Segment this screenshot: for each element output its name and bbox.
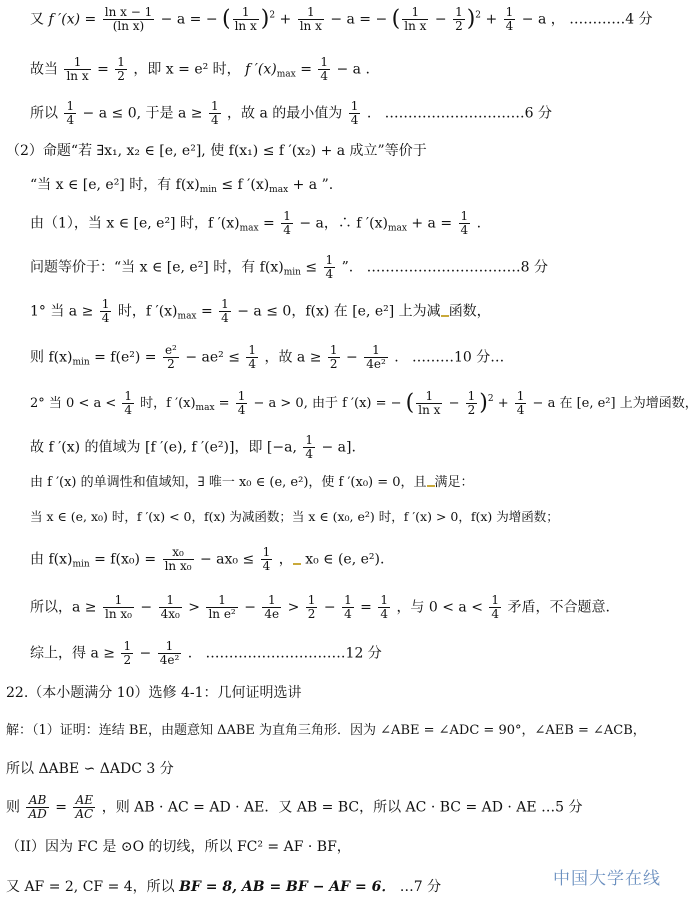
fraction: $\frac{1}{4}$ bbox=[66, 99, 75, 127]
fraction: $\frac{1}{4}$ bbox=[305, 433, 313, 461]
line-13: 当 x ∈ (e, x₀) 时，f ′(x) < 0，f(x) 为减函数；当 x ∈ (x₀, e²) 时，f ′(x) > 0，f(x) 为增函数； bbox=[30, 509, 559, 524]
fraction: $\frac{1}{2}$ bbox=[123, 639, 132, 667]
fraction: $\frac{1}{\text{4x₀}}$ bbox=[160, 593, 180, 621]
line-3: 所以 $\frac{1}{4}$ − a ≤ 0, 于是 a ≥ $\frac{1}{4}$ ，故 a 的最小值为 $\frac{1}{4}$ . …………………………6 分 bbox=[30, 99, 553, 127]
math: = bbox=[84, 11, 97, 28]
line-15: 所以，a ≥ $\frac{1}{\text{ln x₀}}$ − $\frac{1}{\text{4x₀}}$ > $\frac{1}{\text{ln e²}}$ − $\frac{1}{4e}$ > $\frac{1}{2}$ − $\frac{1}{4}$ = $\frac{1}{4}$ ，与 0 < a < $\frac{1}{4}$ 矛盾，不合题意. bbox=[30, 593, 610, 621]
fraction: $\frac{1}{\text{ln x}}$ bbox=[299, 5, 322, 33]
fraction: $\frac{1}{4}$ bbox=[505, 5, 514, 33]
score-marker: ………10 分… bbox=[412, 349, 505, 366]
highlight-mark bbox=[441, 307, 449, 317]
line-7: 问题等价于：“当 x ∈ [e, e²] 时，有 $f(x)_{min}$ ≤ $\frac{1}{4}$ ”. ……………………………8 分 bbox=[30, 253, 548, 281]
fraction: $\frac{1}{\text{4e²}}$ bbox=[159, 639, 180, 667]
fraction: $\frac{1}{4e}$ bbox=[264, 593, 280, 621]
highlight-mark bbox=[427, 477, 435, 487]
line-4: （2）命题“若 ∃x₁, x₂ ∈ [e, e²], 使 f(x₁) ≤ f ′(x₂) + a 成立”等价于 bbox=[6, 143, 427, 159]
fraction: $\frac{AE}{AC}$ bbox=[75, 793, 94, 821]
score-marker: …………………………12 分 bbox=[205, 645, 382, 662]
fraction: $\frac{1}{4}$ bbox=[325, 253, 334, 281]
fraction: $\frac{1}{4}$ bbox=[237, 389, 246, 417]
fraction: $\frac{1}{4}$ bbox=[344, 593, 352, 621]
fraction: $\frac{1}{\text{ln x}}$ bbox=[404, 5, 427, 33]
highlight-mark bbox=[293, 555, 301, 565]
line-6: 由（1），当 x ∈ [e, e²] 时，f $'(x)_{max}$ = $\frac{1}{4}$ − a，∴ f $'(x)_{max} + a$ = $\frac{1}{4}$ . bbox=[30, 209, 482, 237]
fraction: $\frac{1}{2}$ bbox=[467, 389, 476, 417]
line-20: 则 $\frac{AB}{AD}$ = $\frac{AE}{AC}$ ，则 AB · AC = AD · AE．又 AB = BC，所以 AC · BC = AD · AE …5 分 bbox=[6, 793, 583, 821]
fraction: $\frac{1}{4}$ bbox=[262, 545, 271, 573]
line-5: “当 x ∈ [e, e²] 时，有 $f(x)_{min} \le f$ $'(x)_{max} + a$ ”. bbox=[30, 177, 334, 195]
line-22: 又 AF = 2, CF = 4，所以 BF = 8, AB = BF − AF = 6． …7 分 bbox=[6, 879, 442, 895]
fraction: $\frac{\text{x₀}}{\text{ln x₀}}$ bbox=[164, 545, 192, 573]
fraction: $\frac{1}{4}$ bbox=[101, 297, 110, 325]
fraction: $\frac{1}{\text{ln x}}$ bbox=[66, 55, 89, 83]
line-11: 故 f ′(x) 的值域为 [f ′(e), f ′(e²)]，即 [−a, $\frac{1}{4}$ − a]. bbox=[30, 433, 356, 461]
line-14: 由 $f(x)_{min} = f(x_0)$ = $\frac{\text{x₀}}{\text{ln x₀}}$ − ax₀ ≤ $\frac{1}{4}$ ， x₀ ∈ (e, e²). bbox=[30, 545, 385, 573]
line-16: 综上，得 a ≥ $\frac{1}{2}$ − $\frac{1}{\text{4e²}}$ . …………………………12 分 bbox=[30, 639, 382, 667]
fraction: $\frac{1}{4}$ bbox=[221, 297, 229, 325]
text: 又 bbox=[30, 11, 44, 28]
fraction: $\frac{1}{4}$ bbox=[248, 343, 257, 371]
line-9: 则 $f(x)_{min} = f(e^2)$ = $\frac{\text{e²}}{2}$ − ae² ≤ $\frac{1}{4}$ ，故 a ≥ $\frac{1}{2}$ − $\frac{1}{\text{4e²}}$ . ………10 分… bbox=[30, 343, 505, 371]
score-marker: …5 分 bbox=[541, 799, 583, 816]
line-21: （II）因为 FC 是 ⊙O 的切线，所以 FC² = AF · BF， bbox=[6, 839, 351, 855]
fraction: $\frac{1}{4}$ bbox=[210, 99, 219, 127]
fraction: $\frac{AB}{AD}$ bbox=[28, 793, 47, 821]
section-heading: 22.（本小题满分 10）选修 4-1：几何证明选讲 bbox=[6, 685, 302, 701]
math: f ′(x) bbox=[48, 11, 81, 28]
fraction: $\frac{1}{\text{ln x₀}}$ bbox=[104, 593, 132, 621]
score-marker: ……………………………8 分 bbox=[366, 259, 548, 276]
fraction: $\frac{1}{4}$ bbox=[516, 389, 525, 417]
fraction: $\frac{1}{4}$ bbox=[460, 209, 469, 237]
fraction: $\frac{1}{2}$ bbox=[307, 593, 316, 621]
line-2: 故当 $\frac{1}{\text{ln x}}$ = $\frac{1}{2}$ ，即 x = e² 时， f $'(x)_{max}$ = $\frac{1}{4}$ − a . bbox=[30, 55, 370, 83]
math: − a = − bbox=[160, 11, 218, 28]
fraction: $\frac{1}{2}$ bbox=[455, 5, 463, 33]
fraction: $\frac{1}{\text{4e²}}$ bbox=[366, 343, 386, 371]
fraction: $\frac{1}{\text{ln x}}$ bbox=[234, 5, 257, 33]
line-8: 1° 当 a ≥ $\frac{1}{4}$ 时，f $'(x)_{max}$ = $\frac{1}{4}$ − a ≤ 0，f(x) 在 [e, e²] 上为减 函数， bbox=[30, 297, 491, 325]
watermark: 中国大学在线 bbox=[553, 869, 661, 889]
line-1: 又 f ′(x) = $\frac{\text{ln x − 1}}{\text{(ln x)}}$ − a = − ( $\frac{1}{\text{ln x}}$ )$^2$ + $\frac{1}{\text{ln x}}$ − a = − ( $\frac{1}{\text{ln x}}$ − $\frac{1}{2}$ )$^2$ + $\frac{1}{4}$ − a ， …………4 分 bbox=[30, 5, 653, 33]
line-10: 2° 当 0 < a < $\frac{1}{4}$ 时，f $'(x)_{max}$ = $\frac{1}{4}$ − a > 0, 由于 f ′(x) = − ( $\frac{1}{\text{ln x}}$ − $\frac{1}{2}$ )$^2$ + $\frac{1}{4}$ − a 在 [e, e²] 上为增函数， bbox=[30, 389, 698, 417]
fraction: $\frac{1}{2}$ bbox=[117, 55, 125, 83]
fraction: $\frac{1}{4}$ bbox=[320, 55, 329, 83]
line-12: 由 f ′(x) 的单调性和值域知，∃ 唯一 x₀ ∈ (e, e²)，使 f ′(x₀) = 0，且 满足： bbox=[30, 475, 474, 490]
score-marker: …7 分 bbox=[399, 879, 442, 895]
line-19: 所以 ΔABE ∽ ΔADC 3 分 bbox=[6, 761, 174, 777]
line-18: 解：（1）证明：连结 BE，由题意知 ΔABE 为直角三角形．因为 ∠ABE = ∠ADC = 90°，∠AEB = ∠ACB， bbox=[6, 723, 646, 738]
fraction: $\frac{1}{\text{ln x}}$ bbox=[418, 389, 441, 417]
fraction: $\frac{1}{4}$ bbox=[380, 593, 388, 621]
score-marker: …………4 分 bbox=[569, 11, 653, 28]
fraction: $\frac{1}{4}$ bbox=[350, 99, 359, 127]
fraction: $\frac{1}{\text{ln e²}}$ bbox=[208, 593, 236, 621]
fraction: $\frac{\text{ln x − 1}}{\text{(ln x)}}$ bbox=[104, 5, 153, 33]
fraction: $\frac{1}{4}$ bbox=[124, 389, 133, 417]
fraction: $\frac{\text{e²}}{2}$ bbox=[164, 343, 177, 371]
fraction: $\frac{1}{4}$ bbox=[283, 209, 291, 237]
fraction: $\frac{1}{2}$ bbox=[329, 343, 338, 371]
fraction: $\frac{1}{4}$ bbox=[491, 593, 500, 621]
score-marker: …………………………6 分 bbox=[384, 105, 553, 122]
